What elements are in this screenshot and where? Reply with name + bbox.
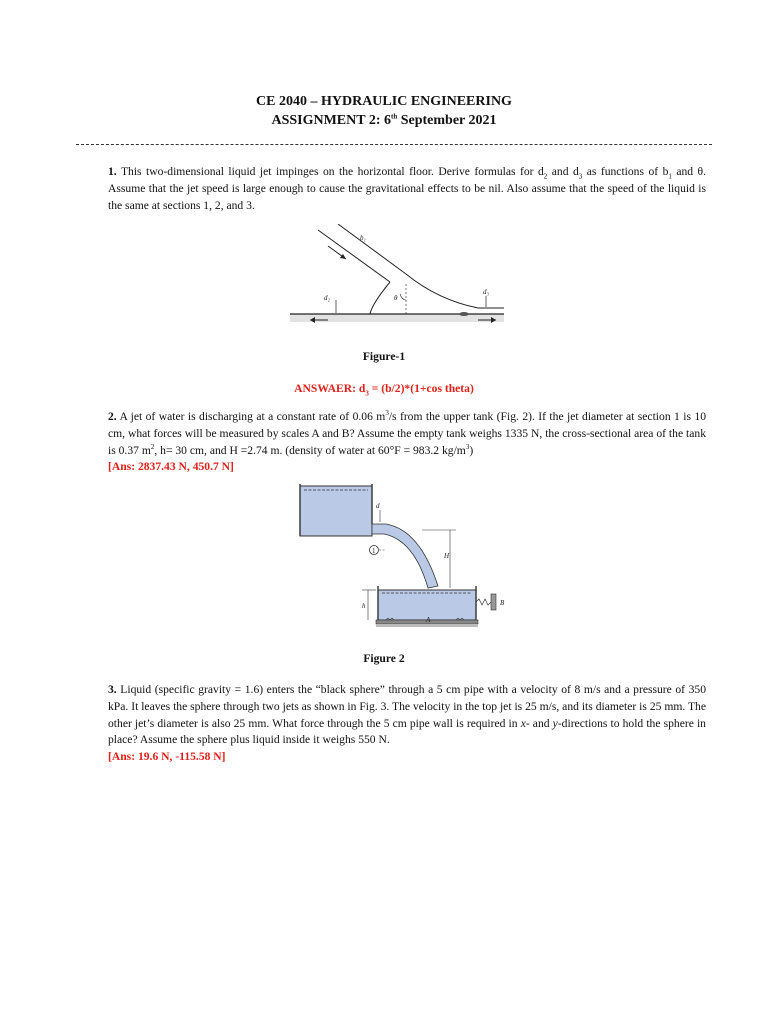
q3-x: x (520, 716, 526, 730)
fig1-label-d2: d₂ (324, 294, 330, 302)
q2-text-3: , h= 30 cm, and H =2.74 m. (density of water at 60°F = 983.2 kg/m (154, 443, 466, 457)
assignment-sup: th (391, 112, 398, 121)
fig1-label-theta: θ (394, 294, 398, 302)
fig1-label-d3: d₃ (483, 288, 489, 296)
q2-answer: [Ans: 2837.43 N, 450.7 N] (108, 460, 234, 474)
figure-1-jet-diagram (288, 224, 510, 330)
q3-answer: [Ans: 19.6 N, -115.58 N] (108, 750, 226, 764)
figure-2-caption: Figure 2 (363, 652, 405, 665)
q1-sub-2: 3 (578, 172, 583, 181)
fig2-label-A: A (426, 616, 431, 624)
q2-sup-3: 3 (465, 442, 470, 451)
q3-y: y (552, 716, 558, 730)
q2-text-4: ) (469, 443, 474, 457)
q3-text-1: Liquid (specific gravity = 1.6) enters the “black sphere” through a 5 cm pipe with a velocity of 8 m/s and a pressure of 350 kPa. It leaves the sphere through two jets as shown in Fig. 3. The velocity in the top jet is 25 m/s, and its diameter is 25 mm. The other jet’s diameter is also 25 mm. What force through the 5 cm pipe wall is required in (108, 683, 706, 730)
fig2-label-h: h (362, 602, 366, 610)
q1-text-2: and d (547, 165, 579, 178)
q2-text-2: /s from the upper tank (Fig. 2). If the jet diameter at section 1 is 10 cm, what forces will be measured by scales A and B? Assume the empty tank weighs 1335 N, the cross-sectional area of the tank is 0.37 m (108, 410, 706, 457)
q1-sub-3: 1 (668, 172, 672, 181)
assignment-prefix: ASSIGNMENT 2: 6 (271, 113, 391, 128)
q2-sup-2: 2 (150, 442, 155, 451)
q1-answer-prefix: ANSWAER: d (294, 382, 366, 395)
question-1-text (108, 164, 706, 214)
q1-answer (0, 382, 768, 398)
course-title: CE 2040 – HYDRAULIC ENGINEERING (256, 94, 512, 109)
figure-1-caption: Figure-1 (362, 350, 406, 363)
question-2-text (108, 409, 706, 476)
q1-text-3: as functions of b (582, 165, 669, 178)
assignment-title (0, 113, 768, 129)
fig2-label-H: H (444, 552, 450, 560)
fig1-label-b1: b₁ (360, 234, 366, 242)
fig2-label-B: B (500, 599, 505, 607)
q2-sup-1: 3 (385, 409, 389, 418)
q3-number: 3. (108, 683, 117, 696)
q1-text-4: and θ. Assume that the jet speed is large enough to cause the gravitational effects to be nil. Also assume that the speed of the liquid is the same at sections 1, 2, and 3. (108, 165, 706, 212)
q1-text-1: This two-dimensional liquid jet impinges on the horizontal floor. Derive formulas for d (116, 165, 544, 178)
fig2-label-d: d (376, 502, 380, 510)
dashed-divider (76, 144, 712, 145)
fig2-label-1: 1 (372, 547, 376, 555)
figure-2-tank-diagram (290, 474, 510, 634)
assignment-date: September 2021 (397, 113, 497, 128)
q2-text-1: A jet of water is discharging at a constant rate of 0.06 m (116, 410, 386, 423)
q1-sub-1: 2 (543, 172, 548, 181)
q1-number: 1. (108, 165, 117, 178)
question-3-text (108, 682, 706, 766)
q3-text-3: -directions to hold the sphere in place? Assume the sphere plus liquid inside it weighs 550 N. (108, 716, 706, 747)
q2-number: 2. (108, 410, 117, 423)
q3-text-2: - and (525, 716, 553, 730)
q1-answer-sub: 3 (365, 389, 369, 398)
q1-answer-suffix: = (b/2)*(1+cos theta) (368, 382, 474, 395)
